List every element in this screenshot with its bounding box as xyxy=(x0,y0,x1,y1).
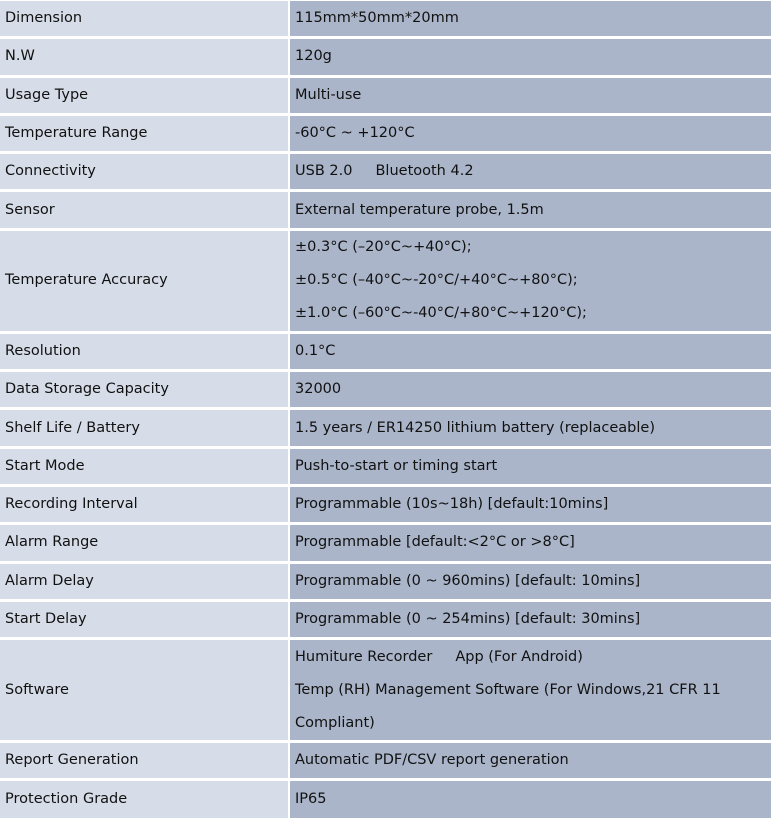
spec-table xyxy=(0,1,771,818)
software-line: Temp (RH) Management Software (For Windows,21 CFR 11 xyxy=(295,681,721,698)
spec-value: 115mm*50mm*20mm xyxy=(290,1,771,39)
spec-row-dimension xyxy=(0,1,771,39)
spec-value: Automatic PDF/CSV report generation xyxy=(290,743,771,781)
spec-row-report-generation xyxy=(0,743,771,781)
spec-value: -60°C ~ +120°C xyxy=(290,116,771,154)
spec-value: IP65 xyxy=(290,781,771,818)
spec-row-protection-grade xyxy=(0,781,771,818)
spec-label: Dimension xyxy=(0,1,290,39)
spec-row-net-weight xyxy=(0,39,771,77)
spec-value xyxy=(290,640,771,743)
spec-label: Software xyxy=(0,640,290,743)
spec-row-alarm-range xyxy=(0,525,771,563)
spec-row-start-mode xyxy=(0,449,771,487)
accuracy-line: ±0.3°C (–20°C~+40°C); xyxy=(295,239,472,256)
spec-row-data-storage xyxy=(0,372,771,410)
spec-value: Programmable (10s~18h) [default:10mins] xyxy=(290,487,771,525)
spec-label: Resolution xyxy=(0,334,290,372)
spec-label: Start Mode xyxy=(0,449,290,487)
spec-value: 0.1°C xyxy=(290,334,771,372)
spec-label: Shelf Life / Battery xyxy=(0,410,290,448)
spec-row-usage-type xyxy=(0,78,771,116)
spec-label: Report Generation xyxy=(0,743,290,781)
software-line: Humiture Recorder App (For Android) xyxy=(295,648,583,665)
spec-row-shelf-life xyxy=(0,410,771,448)
spec-row-resolution xyxy=(0,334,771,372)
spec-label: Data Storage Capacity xyxy=(0,372,290,410)
spec-label: Temperature Range xyxy=(0,116,290,154)
spec-label: Recording Interval xyxy=(0,487,290,525)
spec-label: Usage Type xyxy=(0,78,290,116)
spec-value: Programmable [default:<2°C or >8°C] xyxy=(290,525,771,563)
spec-row-alarm-delay xyxy=(0,564,771,602)
spec-value: Programmable (0 ~ 960mins) [default: 10mins] xyxy=(290,564,771,602)
spec-value: 1.5 years / ER14250 lithium battery (replaceable) xyxy=(290,410,771,448)
software-line: Compliant) xyxy=(295,714,375,731)
spec-row-connectivity xyxy=(0,154,771,192)
spec-row-software xyxy=(0,640,771,743)
spec-value: 120g xyxy=(290,39,771,77)
spec-value xyxy=(290,231,771,334)
spec-row-temperature-accuracy xyxy=(0,231,771,334)
accuracy-line: ±0.5°C (–40°C~-20°C/+40°C~+80°C); xyxy=(295,272,578,289)
spec-row-sensor xyxy=(0,192,771,230)
spec-row-temperature-range xyxy=(0,116,771,154)
spec-value: External temperature probe, 1.5m xyxy=(290,192,771,230)
spec-label: Temperature Accuracy xyxy=(0,231,290,334)
spec-label: Start Delay xyxy=(0,602,290,640)
spec-label: Alarm Range xyxy=(0,525,290,563)
spec-value: Multi-use xyxy=(290,78,771,116)
spec-label: Sensor xyxy=(0,192,290,230)
spec-label: N.W xyxy=(0,39,290,77)
spec-row-start-delay xyxy=(0,602,771,640)
spec-label: Protection Grade xyxy=(0,781,290,818)
spec-value: 32000 xyxy=(290,372,771,410)
spec-value: Programmable (0 ~ 254mins) [default: 30mins] xyxy=(290,602,771,640)
accuracy-line: ±1.0°C (–60°C~-40°C/+80°C~+120°C); xyxy=(295,305,587,322)
spec-label: Alarm Delay xyxy=(0,564,290,602)
spec-row-recording-interval xyxy=(0,487,771,525)
spec-value: Push-to-start or timing start xyxy=(290,449,771,487)
spec-value: USB 2.0 Bluetooth 4.2 xyxy=(290,154,771,192)
spec-label: Connectivity xyxy=(0,154,290,192)
